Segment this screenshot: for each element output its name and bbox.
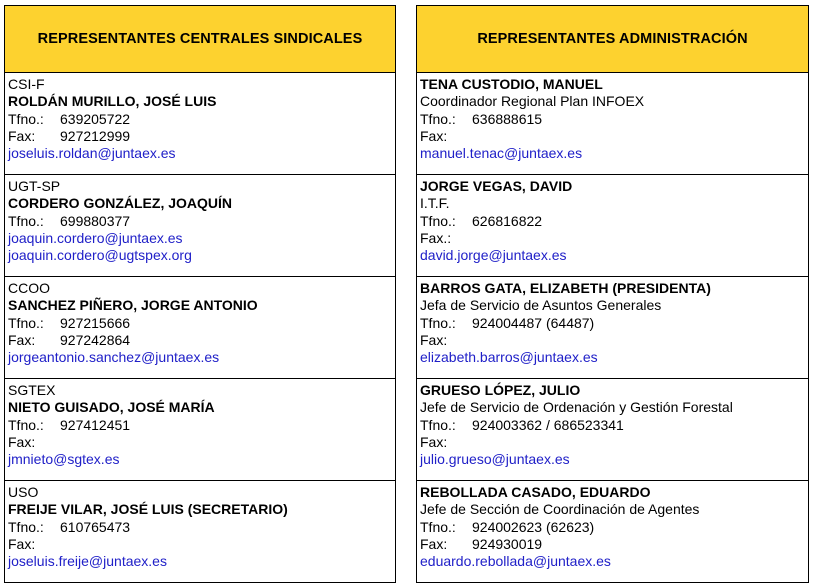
- tel-label: Tfno.:: [420, 110, 456, 127]
- email-link[interactable]: jmnieto@sgtex.es: [8, 451, 120, 468]
- email-link[interactable]: david.jorge@juntaex.es: [420, 247, 567, 264]
- fax-label: Fax:: [420, 127, 448, 144]
- entry-role: I.T.F.: [420, 195, 450, 212]
- tel-label: Tfno.:: [420, 518, 456, 535]
- administration-representatives-header: REPRESENTANTES ADMINISTRACIÓN: [417, 6, 808, 73]
- entry-name: FREIJE VILAR, JOSÉ LUIS (SECRETARIO): [8, 501, 288, 518]
- tel-label: Tfno.:: [8, 518, 44, 535]
- entry-name: ROLDÁN MURILLO, JOSÉ LUIS: [8, 93, 217, 110]
- email-link[interactable]: jorgeantonio.sanchez@juntaex.es: [8, 349, 220, 366]
- union-entry-sgtex: [5, 379, 395, 481]
- union-entry-csif: [5, 73, 395, 175]
- entry-name: CORDERO GONZÁLEZ, JOAQUÍN: [8, 195, 233, 212]
- email-link[interactable]: joseluis.freije@juntaex.es: [8, 553, 167, 570]
- admin-entry-rebollada: [417, 481, 808, 582]
- entry-role: Jefe de Sección de Coordinación de Agentes: [420, 501, 700, 518]
- fax-value: 927242864: [60, 331, 131, 348]
- entry-org: CCOO: [8, 280, 50, 296]
- admin-entry-grueso: [417, 379, 808, 481]
- union-entry-uso: [5, 481, 395, 582]
- tel-value: 610765473: [60, 518, 131, 535]
- fax-label: Fax:: [8, 331, 36, 348]
- email-link[interactable]: joaquin.cordero@juntaex.es: [8, 229, 183, 246]
- tel-value: 639205722: [60, 110, 131, 127]
- fax-value: 927212999: [60, 127, 131, 144]
- tel-label: Tfno.:: [8, 416, 44, 433]
- admin-entry-barros: [417, 277, 808, 379]
- fax-label: Fax:: [8, 127, 36, 144]
- entry-name: REBOLLADA CASADO, EDUARDO: [420, 484, 651, 500]
- administration-representatives-table: [416, 5, 809, 583]
- fax-label: Fax:: [8, 535, 36, 552]
- email-link[interactable]: eduardo.rebollada@juntaex.es: [420, 553, 611, 570]
- email-link[interactable]: joseluis.roldan@juntaex.es: [8, 145, 176, 162]
- fax-label: Fax.:: [420, 229, 452, 246]
- entry-role: Jefa de Servicio de Asuntos Generales: [420, 297, 662, 314]
- email-link[interactable]: manuel.tenac@juntaex.es: [420, 145, 583, 162]
- entry-name: TENA CUSTODIO, MANUEL: [420, 76, 603, 92]
- email-link[interactable]: elizabeth.barros@juntaex.es: [420, 349, 598, 366]
- tel-label: Tfno.:: [420, 212, 456, 229]
- tel-value: 927215666: [60, 314, 131, 331]
- tel-label: Tfno.:: [8, 110, 44, 127]
- entry-role: Jefe de Servicio de Ordenación y Gestión Forestal: [420, 399, 733, 416]
- entry-org: SGTEX: [8, 382, 56, 398]
- entry-role: Coordinador Regional Plan INFOEX: [420, 93, 645, 110]
- tel-label: Tfno.:: [420, 416, 456, 433]
- entry-name: GRUESO LÓPEZ, JULIO: [420, 382, 581, 398]
- fax-label: Fax:: [420, 331, 448, 348]
- tel-value: 699880377: [60, 212, 131, 229]
- tel-value: 924002623 (62623): [472, 518, 595, 535]
- fax-label: Fax:: [420, 433, 448, 450]
- fax-label: Fax:: [420, 535, 448, 552]
- tel-label: Tfno.:: [420, 314, 456, 331]
- admin-entry-jorge: [417, 175, 808, 277]
- entry-name: NIETO GUISADO, JOSÉ MARÍA: [8, 399, 215, 416]
- tel-label: Tfno.:: [8, 212, 44, 229]
- tel-value: 924004487 (64487): [472, 314, 595, 331]
- email-link-secondary[interactable]: joaquin.cordero@ugtspex.org: [8, 247, 192, 264]
- entry-name: BARROS GATA, ELIZABETH (PRESIDENTA): [420, 280, 711, 296]
- entry-org: CSI-F: [8, 76, 45, 92]
- fax-value: 924930019: [472, 535, 543, 552]
- union-representatives-header: REPRESENTANTES CENTRALES SINDICALES: [5, 6, 395, 73]
- entry-org: USO: [8, 484, 39, 500]
- admin-entry-tena: [417, 73, 808, 175]
- fax-label: Fax:: [8, 433, 36, 450]
- tel-value: 924003362 / 686523341: [472, 416, 624, 433]
- tel-label: Tfno.:: [8, 314, 44, 331]
- tel-value: 636888615: [472, 110, 543, 127]
- union-entry-ccoo: [5, 277, 395, 379]
- tel-value: 927412451: [60, 416, 131, 433]
- tel-value: 626816822: [472, 212, 543, 229]
- union-representatives-table: [4, 5, 396, 583]
- entry-name: JORGE VEGAS, DAVID: [420, 178, 573, 194]
- entry-org: UGT-SP: [8, 178, 61, 194]
- union-entry-ugtsp: [5, 175, 395, 277]
- entry-name: SANCHEZ PIÑERO, JORGE ANTONIO: [8, 297, 258, 314]
- email-link[interactable]: julio.grueso@juntaex.es: [420, 451, 570, 468]
